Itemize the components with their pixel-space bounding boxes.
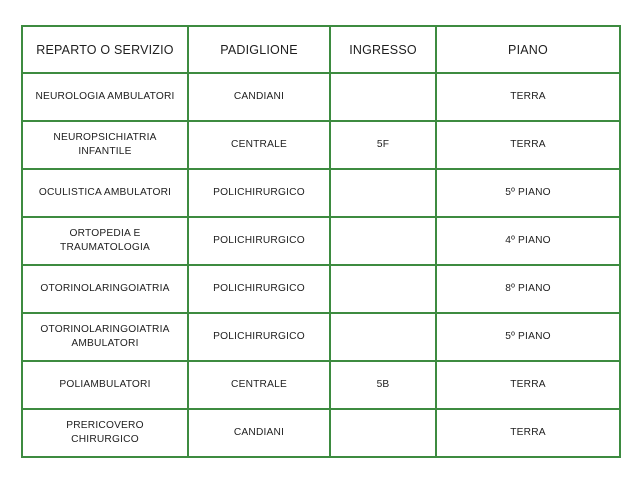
cell-reparto: ORTOPEDIA E TRAUMATOLOGIA [22, 217, 188, 265]
cell-padiglione: CENTRALE [188, 361, 330, 409]
cell-reparto: OCULISTICA AMBULATORI [22, 169, 188, 217]
cell-ingresso [330, 217, 436, 265]
header-padiglione: PADIGLIONE [188, 26, 330, 73]
cell-ingresso [330, 73, 436, 121]
cell-piano: 5º PIANO [436, 313, 620, 361]
cell-piano: 8º PIANO [436, 265, 620, 313]
cell-padiglione: CENTRALE [188, 121, 330, 169]
table-row [22, 73, 620, 121]
header-reparto: REPARTO O SERVIZIO [22, 26, 188, 73]
cell-padiglione: POLICHIRURGICO [188, 169, 330, 217]
cell-ingresso: 5F [330, 121, 436, 169]
cell-reparto: OTORINOLARINGOIATRIA AMBULATORI [22, 313, 188, 361]
table-row [22, 121, 620, 169]
cell-padiglione: CANDIANI [188, 409, 330, 457]
cell-piano: TERRA [436, 409, 620, 457]
cell-padiglione: POLICHIRURGICO [188, 265, 330, 313]
cell-reparto: NEUROLOGIA AMBULATORI [22, 73, 188, 121]
department-table [21, 25, 621, 458]
table-header-row [22, 26, 620, 73]
header-piano: PIANO [436, 26, 620, 73]
cell-piano: TERRA [436, 121, 620, 169]
cell-reparto: OTORINOLARINGOIATRIA [22, 265, 188, 313]
cell-reparto: POLIAMBULATORI [22, 361, 188, 409]
table-row [22, 217, 620, 265]
cell-ingresso [330, 169, 436, 217]
cell-padiglione: POLICHIRURGICO [188, 313, 330, 361]
table-row [22, 361, 620, 409]
cell-reparto: PRERICOVERO CHIRURGICO [22, 409, 188, 457]
cell-piano: TERRA [436, 73, 620, 121]
cell-piano: 5º PIANO [436, 169, 620, 217]
cell-padiglione: POLICHIRURGICO [188, 217, 330, 265]
cell-ingresso [330, 409, 436, 457]
cell-ingresso [330, 313, 436, 361]
header-ingresso: INGRESSO [330, 26, 436, 73]
cell-reparto: NEUROPSICHIATRIA INFANTILE [22, 121, 188, 169]
table-row [22, 313, 620, 361]
table-row [22, 265, 620, 313]
cell-ingresso: 5B [330, 361, 436, 409]
cell-ingresso [330, 265, 436, 313]
cell-piano: 4º PIANO [436, 217, 620, 265]
cell-padiglione: CANDIANI [188, 73, 330, 121]
cell-piano: TERRA [436, 361, 620, 409]
table-row [22, 169, 620, 217]
table-row [22, 409, 620, 457]
